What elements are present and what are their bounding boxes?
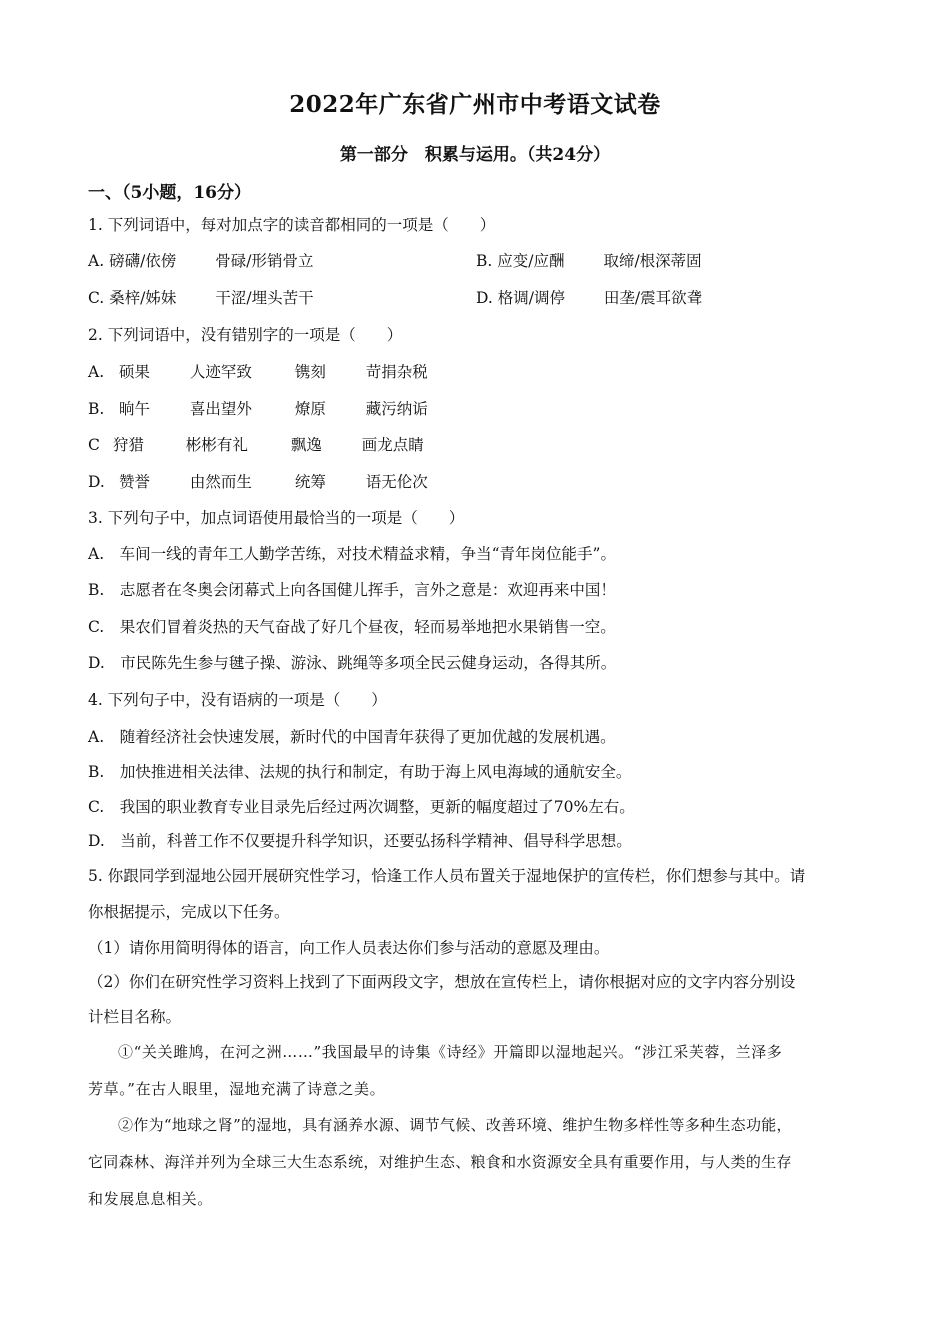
option-word: 飘逸 (290, 436, 322, 454)
q2-option-d (88, 470, 428, 492)
option-word: 骨碌/形销骨立 (215, 252, 314, 270)
option-word: 镌刻 (294, 363, 326, 381)
q5-stem-line2: 你根据提示，完成以下任务。 (88, 903, 290, 921)
option-label: B. (476, 252, 493, 270)
q1-option-a (88, 249, 313, 271)
option-label: D. (88, 473, 105, 491)
q2-option-c (88, 433, 424, 455)
option-word: 硕果 (118, 363, 150, 381)
q2-option-b (88, 397, 428, 419)
q5-stem-line1: 5. 你跟同学到湿地公园开展研究性学习，恰逢工作人员布置关于湿地保护的宣传栏，你们想参与其中。请 (88, 867, 806, 885)
option-word: 狩猎 (112, 436, 144, 454)
q5-task2-line2: 计栏目名称。 (88, 1008, 182, 1026)
option-label: C (88, 436, 100, 454)
option-label: A. (88, 252, 105, 270)
option-word: 磅礴/依傍 (109, 252, 177, 270)
q5-task1: （1）请你用简明得体的语言，向工作人员表达你们参与活动的意愿及理由。 (88, 939, 610, 957)
q4-option-a: A. 随着经济社会快速发展，新时代的中国青年获得了更加优越的发展机遇。 (88, 728, 616, 746)
option-word: 燎原 (294, 400, 326, 418)
q3-option-b: B. 志愿者在冬奥会闭幕式上向各国健儿挥手，言外之意是：欢迎再来中国！ (88, 581, 616, 599)
option-word: 苛捐杂税 (365, 363, 428, 381)
option-word: 语无伦次 (365, 473, 428, 491)
option-word: 人迹罕致 (189, 363, 252, 381)
q4-option-d: D. 当前，科普工作不仅要提升科学知识，还要弘扬科学精神、倡导科学思想。 (88, 832, 632, 850)
option-word: 格调/调停 (497, 289, 565, 307)
q1-option-d (476, 286, 702, 308)
option-word: 藏污纳诟 (365, 400, 428, 418)
option-word: 田垄/震耳欲聋 (603, 289, 703, 307)
passage2-line3: 和发展息息相关。 (88, 1190, 213, 1208)
q1-option-b (476, 249, 702, 271)
option-word: 取缔/根深蒂固 (603, 252, 702, 270)
q3-option-d: D. 市民陈先生参与毽子操、游泳、跳绳等多项全民云健身运动，各得其所。 (88, 654, 617, 672)
option-label: B. (88, 400, 105, 418)
option-word: 彬彬有礼 (185, 436, 248, 454)
option-word: 应变/应酬 (497, 252, 565, 270)
option-label: D. (476, 289, 493, 307)
q1-option-c (88, 286, 314, 308)
q5-task2-line1: （2）你们在研究性学习资料上找到了下面两段文字，想放在宣传栏上，请你根据对应的文字内容分别设 (88, 973, 796, 991)
passage2-line2: 它同森林、海洋并列为全球三大生态系统，对维护生态、粮食和水资源安全具有重要作用，与人类的生存 (88, 1153, 792, 1171)
q2-option-a (88, 360, 428, 382)
option-word: 晌午 (118, 400, 150, 418)
exam-title: 2022年广东省广州市中考语文试卷 (289, 91, 661, 118)
q4-stem: 4. 下列句子中，没有语病的一项是（ ） (88, 691, 387, 709)
part-heading: 第一部分 积累与运用。（共24分） (339, 145, 611, 165)
q4-option-b: B. 加快推进相关法律、法规的执行和制定，有助于海上风电海域的通航安全。 (88, 763, 632, 781)
q2-stem: 2. 下列词语中，没有错别字的一项是（ ） (88, 326, 403, 344)
q3-option-c: C. 果农们冒着炎热的天气奋战了好几个昼夜，轻而易举地把水果销售一空。 (88, 618, 616, 636)
passage2-line1: ②作为“地球之肾”的湿地，具有涵养水源、调节气候、改善环境、维护生物多样性等多种生态功能， (118, 1116, 792, 1134)
option-word: 统筹 (294, 473, 326, 491)
option-label: A. (88, 363, 105, 381)
option-word: 画龙点睛 (361, 436, 424, 454)
option-word: 赞誉 (118, 473, 150, 491)
option-word: 桑梓/姊妹 (109, 289, 177, 307)
option-word: 喜出望外 (189, 400, 252, 418)
option-label: C. (88, 289, 105, 307)
option-word: 由然而生 (189, 473, 252, 491)
passage1-line2: 芳草。”在古人眼里，湿地充满了诗意之美。 (88, 1080, 386, 1098)
option-word: 干涩/埋头苦干 (215, 289, 314, 307)
q1-stem: 1. 下列词语中，每对加点字的读音都相同的一项是（ ） (88, 216, 496, 234)
passage1-line1: ①“关关雎鸠，在河之洲……”我国最早的诗集《诗经》开篇即以湿地起兴。“涉江采芙蓉，兰泽多 (118, 1043, 783, 1061)
q4-option-c: C. 我国的职业教育专业目录先后经过两次调整，更新的幅度超过了70%左右。 (88, 798, 635, 816)
q3-option-a: A. 车间一线的青年工人勤学苦练，对技术精益求精，争当“青年岗位能手”。 (88, 545, 616, 563)
section-heading: 一、（5小题，16分） (88, 183, 251, 203)
q3-stem: 3. 下列句子中，加点词语使用最恰当的一项是（ ） (88, 509, 465, 527)
